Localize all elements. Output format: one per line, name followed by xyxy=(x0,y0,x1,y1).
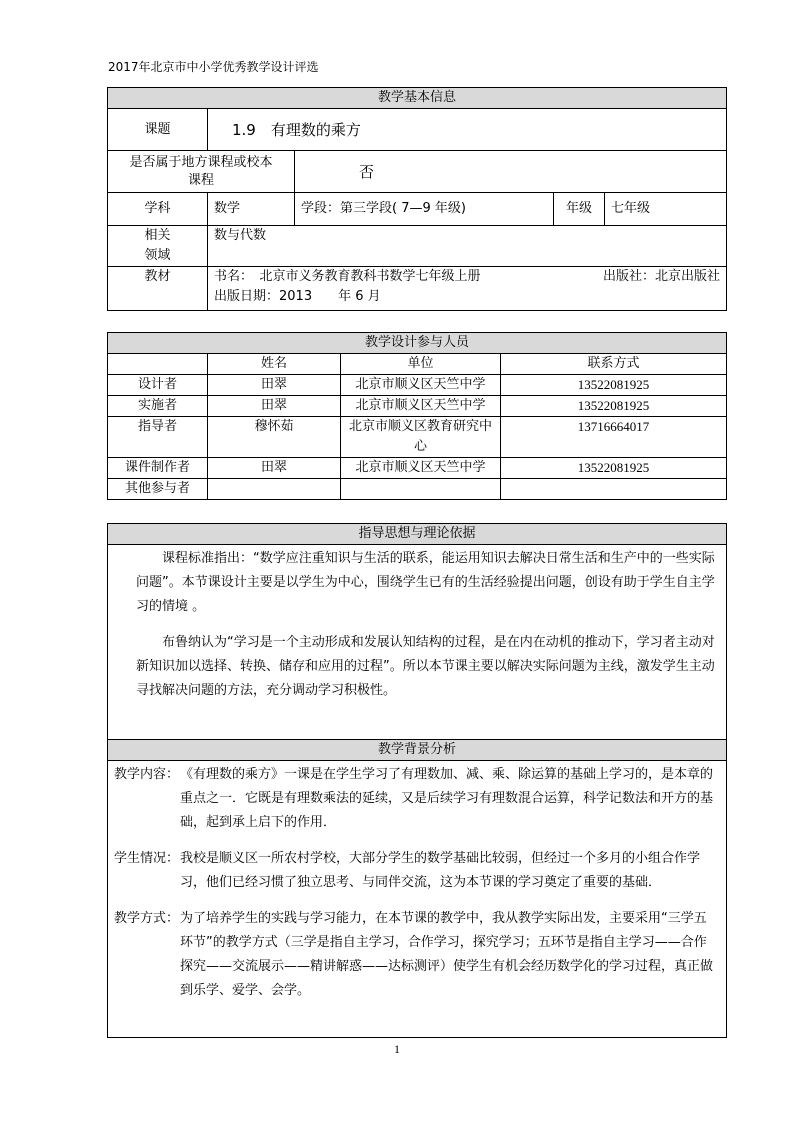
topic-label: 课题 xyxy=(108,109,208,151)
unit-cell: 北京市顺义区天竺中学 xyxy=(341,396,501,417)
name-cell: 穆怀茹 xyxy=(208,417,341,458)
background-item xyxy=(114,847,716,895)
publisher: 出版社：北京出版社 xyxy=(603,269,721,284)
table-row xyxy=(108,417,727,458)
analysis-table xyxy=(107,523,727,1038)
basic-info-table xyxy=(107,87,727,311)
name-cell xyxy=(208,479,341,500)
book-name: 书名： 北京市义务教育教科书数学七年级上册 xyxy=(214,269,481,284)
table-row xyxy=(108,375,727,396)
background-item-text: 为了培养学生的实践与学习能力，在本节课的教学中，我从教学实际出发，主要采用“三学五环节”的教学方式（三学是指自主学习，合作学习，探究学习；五环节是指自主学习——合作探究——交流展示——精讲解惑——达标测评）使学生有机会经历数学化的学习过程，真正做到乐学、爱学、会学。 xyxy=(180,911,714,998)
col-header-contact: 联系方式 xyxy=(501,354,727,375)
subject-label: 学科 xyxy=(108,193,208,226)
unit-cell: 北京市顺义区天竺中学 xyxy=(341,375,501,396)
basic-info-title: 教学基本信息 xyxy=(108,88,727,109)
field-value: 数与代数 xyxy=(208,226,727,267)
col-header-name: 姓名 xyxy=(208,354,341,375)
background-item xyxy=(114,907,716,1003)
grade-label: 年级 xyxy=(554,193,605,226)
topic-value: 1.9 有理数的乘方 xyxy=(208,109,727,151)
contact-cell: 13522081925 xyxy=(501,458,727,479)
role-cell: 设计者 xyxy=(108,375,208,396)
contact-cell: 13522081925 xyxy=(501,375,727,396)
table-row xyxy=(108,479,727,500)
local-course-label: 是否属于地方课程或校本课程 xyxy=(108,151,295,193)
local-course-value: 否 xyxy=(295,151,727,193)
background-item-text: 我校是顺义区一所农村学校，大部分学生的数学基础比较弱，但经过一个多月的小组合作学习，他们已经习惯了独立思考、与同伴交流，这为本节课的学习奠定了重要的基础． xyxy=(180,851,701,890)
name-cell: 田翠 xyxy=(208,458,341,479)
unit-cell xyxy=(341,479,501,500)
unit-cell: 北京市顺义区天竺中学 xyxy=(341,458,501,479)
footer-divider xyxy=(107,1037,726,1038)
publish-date: 出版日期：2013 年 6 月 xyxy=(214,289,381,304)
subject-value: 数学 xyxy=(208,193,295,226)
role-cell: 实施者 xyxy=(108,396,208,417)
contact-cell xyxy=(501,479,727,500)
col-header-unit: 单位 xyxy=(341,354,501,375)
guidance-content xyxy=(108,545,727,740)
guidance-paragraph: 布鲁纳认为“学习是一个主动形成和发展认知结构的过程，是在内在动机的推动下，学习者主动对新知识加以选择、转换、储存和应用的过程”。所以本节课主要以解决实际问题为主线，激发学生主动寻找解决问题的方法，充分调动学习积极性。 xyxy=(136,635,715,698)
role-cell: 其他参与者 xyxy=(108,479,208,500)
background-item xyxy=(114,763,716,835)
guidance-paragraph: 课程标准指出：“数学应注重知识与生活的联系，能运用知识去解决日常生活和生产中的一些实际问题”。本节课设计主要是以学生为中心，围绕学生已有的生活经验提出问题，创设有助于学生自主学习的情境 。 xyxy=(136,551,715,614)
grade-value: 七年级 xyxy=(605,193,727,226)
contact-cell: 13716664017 xyxy=(501,417,727,458)
name-cell: 田翠 xyxy=(208,396,341,417)
participants-title: 教学设计参与人员 xyxy=(108,333,727,354)
background-content xyxy=(108,761,727,1038)
table-row xyxy=(108,396,727,417)
textbook-label: 教材 xyxy=(108,267,208,311)
table-row xyxy=(108,458,727,479)
guidance-title: 指导思想与理论依据 xyxy=(108,524,727,545)
role-cell: 课件制作者 xyxy=(108,458,208,479)
unit-cell: 北京市顺义区教育研究中心 xyxy=(341,417,501,458)
background-title: 教学背景分析 xyxy=(108,740,727,761)
page-header: 2017年北京市中小学优秀教学设计评选 xyxy=(108,60,319,74)
background-item-label: 教学内容： xyxy=(114,767,180,782)
page-number: 1 xyxy=(394,1042,400,1056)
name-cell: 田翠 xyxy=(208,375,341,396)
contact-cell: 13522081925 xyxy=(501,396,727,417)
role-cell: 指导者 xyxy=(108,417,208,458)
participants-table xyxy=(107,332,727,500)
field-label: 相关领域 xyxy=(108,226,208,267)
background-item-text: 《有理数的乘方》一课是在学生学习了有理数加、减、乘、除运算的基础上学习的，是本章的重点之一．它既是有理数乘法的延续，又是后续学习有理数混合运算，科学记数法和开方的基础，起到承上启下的作用． xyxy=(180,767,714,830)
background-item-label: 教学方式： xyxy=(114,911,180,926)
background-item-label: 学生情况： xyxy=(114,851,180,866)
textbook-info xyxy=(208,267,727,311)
col-header-role xyxy=(108,354,208,375)
stage-value: 学段：第三学段( 7—9 年级) xyxy=(295,193,554,226)
